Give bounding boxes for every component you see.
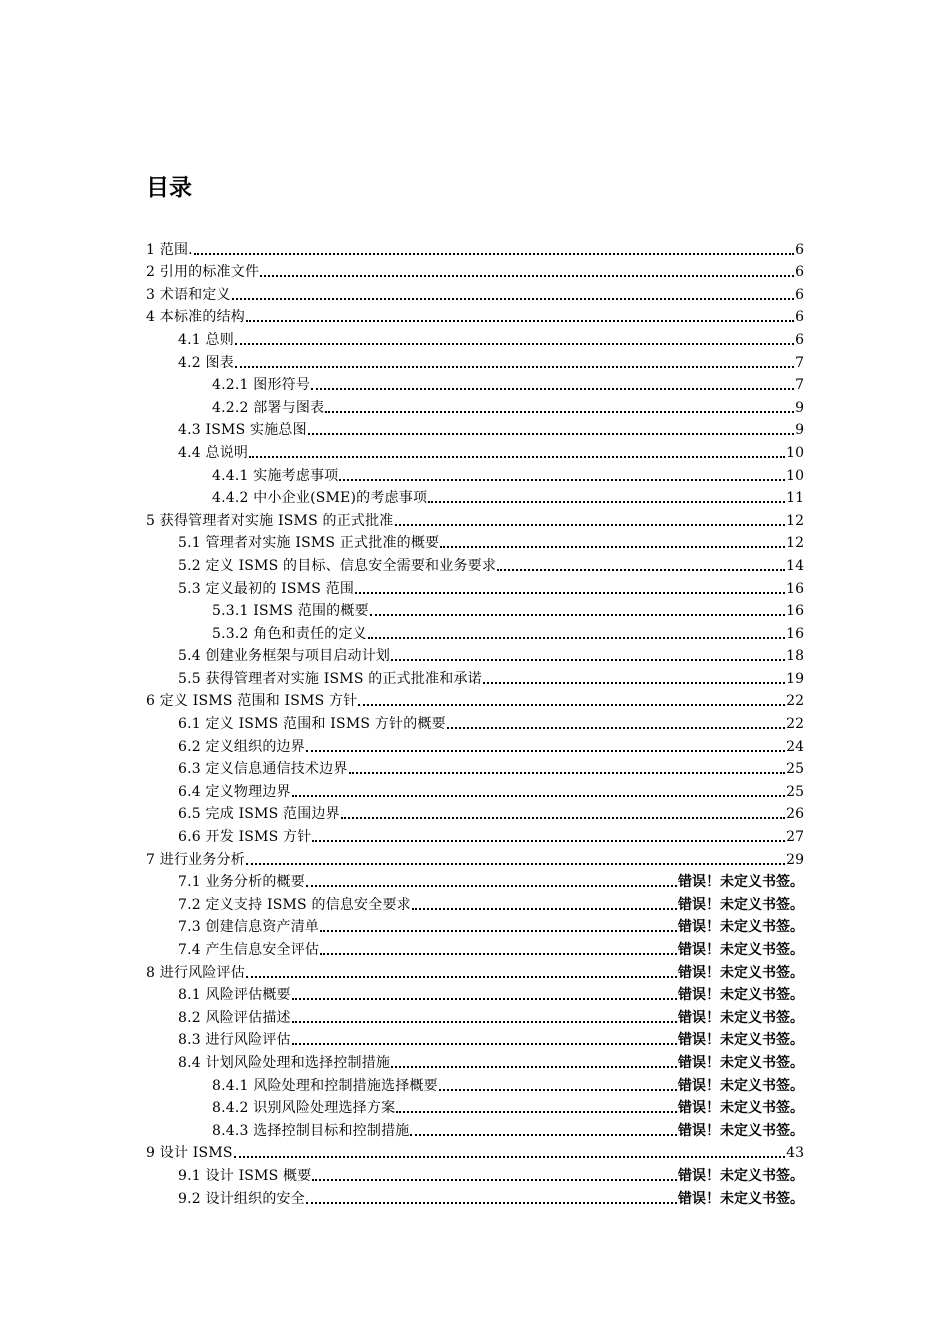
toc-entry[interactable] [0, 801, 804, 824]
toc-entry-page: 11 [786, 490, 804, 507]
toc-entry[interactable] [0, 507, 804, 530]
dot-leader [234, 1156, 786, 1158]
toc-entry-page: 9 [795, 399, 804, 416]
toc-entry-label: 5.3 定义最初的 ISMS 范围 [178, 580, 355, 597]
toc-entry-page: 10 [786, 467, 804, 484]
toc-entry[interactable] [0, 823, 804, 846]
toc-entry[interactable] [0, 1162, 804, 1185]
dot-leader [325, 411, 794, 413]
toc-entry[interactable] [0, 439, 804, 462]
toc-entry-error: 错误！未定义书签。 [678, 896, 804, 913]
toc-entry-page: 16 [786, 580, 804, 597]
toc-entry-page: 19 [786, 670, 804, 687]
toc-entry-label: 1 范围. [146, 241, 193, 258]
dot-leader [355, 592, 785, 594]
toc-entry-label: 3 术语和定义 [146, 286, 231, 303]
toc-entry[interactable] [0, 304, 804, 327]
dot-leader [311, 388, 794, 390]
toc-entry-label: 2 引用的标准文件 [146, 264, 260, 281]
toc-entry-page: 22 [786, 716, 804, 733]
toc-entry[interactable] [0, 575, 804, 598]
toc-entry-label: 9.2 设计组织的安全 [178, 1190, 305, 1207]
dot-leader [368, 637, 785, 639]
toc-entry[interactable] [0, 891, 804, 914]
dot-leader [308, 433, 794, 435]
toc-entry-error: 错误！未定义书签。 [678, 1100, 804, 1117]
dot-leader [391, 1066, 677, 1068]
toc-entry-page: 16 [786, 625, 804, 642]
dot-leader [306, 1202, 677, 1204]
toc-entry[interactable] [0, 778, 804, 801]
dot-leader [440, 546, 785, 548]
toc-entry[interactable] [0, 1004, 804, 1027]
dot-leader [370, 614, 785, 616]
toc-entry-error: 错误！未定义书签。 [678, 987, 804, 1004]
toc-entry[interactable] [0, 236, 804, 259]
toc-entry[interactable] [0, 846, 804, 869]
dot-leader [320, 953, 677, 955]
toc-entry-label: 4.2.2 部署与图表 [212, 399, 325, 416]
toc-entry-page: 10 [786, 444, 804, 461]
dot-leader [235, 366, 794, 368]
toc-entry-page: 25 [786, 783, 804, 800]
toc-entry[interactable] [0, 620, 804, 643]
toc-entry[interactable] [0, 598, 804, 621]
toc-entry[interactable] [0, 1072, 804, 1095]
dot-leader [246, 320, 794, 322]
toc-entry-label: 5.2 定义 ISMS 的目标、信息安全需要和业务要求 [178, 557, 497, 574]
toc-entry[interactable] [0, 259, 804, 282]
toc-entry[interactable] [0, 485, 804, 508]
toc-entry[interactable] [0, 530, 804, 553]
dot-leader [320, 930, 677, 932]
toc-entry[interactable] [0, 1027, 804, 1050]
dot-leader [292, 998, 677, 1000]
toc-entry-label: 8.4.3 选择控制目标和控制措施 [212, 1122, 410, 1139]
toc-entry-page: 16 [786, 603, 804, 620]
toc-entry[interactable] [0, 417, 804, 440]
dot-leader [447, 727, 785, 729]
dot-leader [249, 456, 785, 458]
toc-entry-label: 5 获得管理者对实施 ISMS 的正式批准 [146, 512, 394, 529]
toc-entry-label: 5.3.2 角色和责任的定义 [212, 625, 367, 642]
toc-entry-label: 4.4.1 实施考虑事项 [212, 467, 339, 484]
toc-entry[interactable] [0, 959, 804, 982]
table-of-contents [0, 236, 950, 1208]
toc-entry-page: 43 [786, 1145, 804, 1162]
toc-entry-label: 8.2 风险评估描述 [178, 1009, 291, 1026]
toc-entry[interactable] [0, 372, 804, 395]
toc-entry-page: 7 [795, 377, 804, 394]
toc-entry-page: 24 [786, 738, 804, 755]
toc-entry-label: 5.5 获得管理者对实施 ISMS 的正式批准和承诺 [178, 670, 482, 687]
dot-leader [312, 1179, 677, 1181]
toc-entry[interactable] [0, 326, 804, 349]
toc-entry-page: 6 [795, 241, 804, 258]
toc-entry-label: 7.3 创建信息资产清单 [178, 919, 320, 936]
toc-entry-error: 错误！未定义书签。 [678, 1167, 804, 1184]
dot-leader [358, 704, 785, 706]
toc-entry-label: 8.4.1 风险处理和控制措施选择概要 [212, 1077, 438, 1094]
dot-leader [396, 1111, 677, 1113]
toc-entry[interactable] [0, 394, 804, 417]
toc-entry-label: 4.4.2 中小企业(SME)的考虑事项 [212, 490, 428, 507]
toc-entry-page: 6 [795, 286, 804, 303]
toc-entry-page: 14 [786, 557, 804, 574]
toc-entry-label: 8 进行风险评估 [146, 964, 245, 981]
toc-entry-label: 9 设计 ISMS [146, 1145, 233, 1162]
toc-entry[interactable] [0, 982, 804, 1005]
dot-leader [292, 795, 785, 797]
toc-entry[interactable] [0, 1117, 804, 1140]
toc-entry[interactable] [0, 688, 804, 711]
dot-leader [246, 976, 677, 978]
toc-entry-page: 7 [795, 354, 804, 371]
toc-entry-page: 26 [786, 806, 804, 823]
toc-entry-page: 25 [786, 761, 804, 778]
toc-entry[interactable] [0, 1049, 804, 1072]
toc-entry-error: 错误！未定义书签。 [678, 1032, 804, 1049]
dot-leader [194, 253, 794, 255]
toc-entry-page: 12 [786, 535, 804, 552]
toc-entry[interactable] [0, 1140, 804, 1163]
dot-leader [341, 817, 785, 819]
toc-entry-label: 8.4.2 识别风险处理选择方案 [212, 1100, 396, 1117]
dot-leader [483, 682, 785, 684]
toc-entry-error: 错误！未定义书签。 [678, 942, 804, 958]
toc-entry-label: 4.4 总说明 [178, 444, 249, 461]
dot-leader [391, 659, 785, 661]
toc-entry-page: 18 [786, 648, 804, 665]
toc-entry-label: 6.4 定义物理边界 [178, 783, 291, 800]
toc-entry-label: 7 进行业务分析 [146, 851, 245, 868]
toc-entry-error: 错误！未定义书签。 [678, 1190, 804, 1207]
toc-entry-label: 4 本标准的结构 [146, 309, 245, 326]
dot-leader [260, 275, 794, 277]
toc-entry[interactable] [0, 552, 804, 575]
dot-leader [428, 501, 785, 503]
toc-entry-page: 27 [786, 829, 804, 846]
toc-entry-label: 7.1 业务分析的概要 [178, 874, 305, 891]
toc-title: 目录 [146, 175, 192, 201]
dot-leader [292, 1021, 677, 1023]
toc-entry-label: 6 定义 ISMS 范围和 ISMS 方针 [146, 693, 358, 710]
toc-entry-label: 6.3 定义信息通信技术边界 [178, 761, 348, 778]
dot-leader [339, 479, 785, 481]
dot-leader [306, 750, 785, 752]
toc-entry[interactable] [0, 643, 804, 666]
toc-entry-label: 7.2 定义支持 ISMS 的信息安全要求 [178, 896, 411, 913]
toc-entry[interactable] [0, 710, 804, 733]
toc-entry-label: 6.1 定义 ISMS 范围和 ISMS 方针的概要 [178, 716, 446, 733]
toc-entry-label: 5.3.1 ISMS 范围的概要 [212, 603, 369, 620]
toc-entry[interactable] [0, 349, 804, 372]
dot-leader [306, 885, 677, 887]
toc-entry[interactable] [0, 914, 804, 937]
toc-entry-label: 4.3 ISMS 实施总图 [178, 422, 307, 439]
dot-leader [349, 772, 786, 774]
toc-entry-page: 6 [795, 264, 804, 281]
toc-entry-label: 8.3 进行风险评估 [178, 1032, 291, 1049]
toc-entry-label: 6.5 完成 ISMS 范围边界 [178, 806, 340, 823]
toc-entry[interactable] [0, 936, 804, 959]
dot-leader [412, 908, 677, 910]
toc-entry-page: 6 [795, 309, 804, 326]
toc-entry-page: 29 [786, 851, 804, 868]
toc-entry-page: 12 [786, 512, 804, 529]
toc-entry-error: 错误！未定义书签。 [678, 1009, 804, 1026]
toc-entry[interactable] [0, 462, 804, 485]
toc-entry-label: 8.1 风险评估概要 [178, 987, 291, 1004]
toc-entry-page: 6 [795, 331, 804, 348]
toc-entry-label: 6.2 定义组织的边界 [178, 738, 305, 755]
toc-entry-page: 9 [795, 422, 804, 439]
toc-entry[interactable] [0, 756, 804, 779]
toc-entry[interactable] [0, 1095, 804, 1118]
toc-entry-label: 4.2.1 图形符号 [212, 377, 311, 394]
dot-leader [312, 840, 785, 842]
dot-leader [395, 524, 786, 526]
toc-entry-error: 错误！未定义书签。 [678, 1122, 804, 1139]
toc-entry-label: 5.4 创建业务框架与项目启动计划 [178, 648, 391, 665]
dot-leader [497, 569, 785, 571]
toc-entry[interactable] [0, 1185, 804, 1208]
dot-leader [235, 343, 794, 345]
dot-leader [410, 1134, 677, 1136]
toc-entry[interactable] [0, 281, 804, 304]
dot-leader [246, 863, 785, 865]
toc-entry-label: 6.6 开发 ISMS 方针 [178, 829, 312, 846]
toc-entry-error: 错误！未定义书签。 [678, 874, 804, 891]
dot-leader [292, 1043, 677, 1045]
toc-entry-label: 4.1 总则 [178, 331, 234, 348]
toc-entry-error: 错误！未定义书签。 [678, 1054, 804, 1071]
dot-leader [232, 298, 794, 300]
toc-entry-error: 错误！未定义书签。 [678, 1077, 804, 1094]
toc-entry-label: 7.4 产生信息安全评估 [178, 942, 320, 958]
toc-entry-error: 错误！未定义书签。 [678, 964, 804, 981]
toc-entry-error: 错误！未定义书签。 [678, 919, 804, 936]
toc-entry-label: 9.1 设计 ISMS 概要 [178, 1167, 312, 1184]
toc-entry-page: 22 [786, 693, 804, 710]
toc-entry-label: 4.2 图表 [178, 354, 234, 371]
toc-entry[interactable] [0, 665, 804, 688]
toc-entry[interactable] [0, 733, 804, 756]
toc-entry[interactable] [0, 869, 804, 892]
dot-leader [439, 1089, 677, 1091]
toc-entry-label: 5.1 管理者对实施 ISMS 正式批准的概要 [178, 535, 440, 552]
toc-entry-label: 8.4 计划风险处理和选择控制措施 [178, 1054, 391, 1071]
